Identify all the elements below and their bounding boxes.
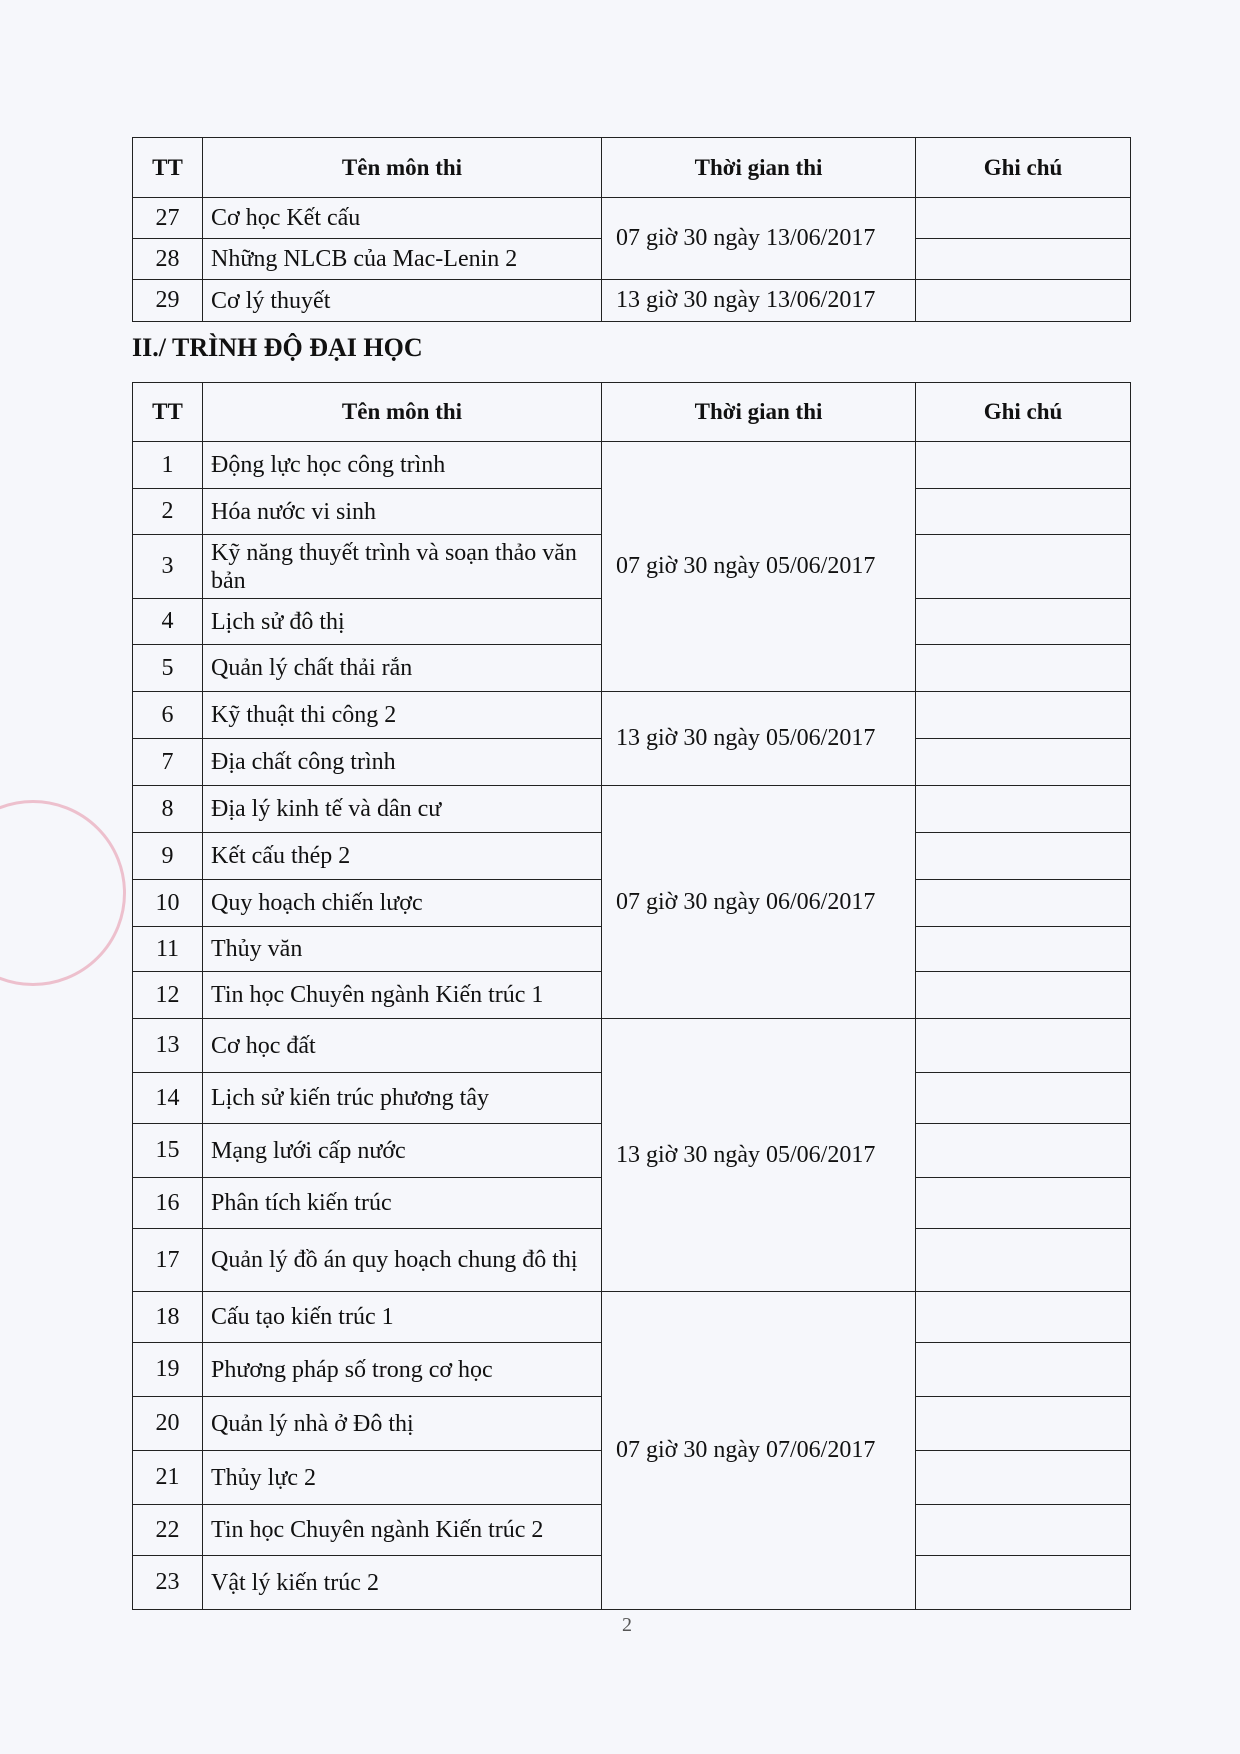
row-number: 21 xyxy=(133,1451,203,1505)
exam-schedule-table-college-continued xyxy=(132,137,1131,322)
subject-name: Kỹ thuật thi công 2 xyxy=(203,692,602,739)
note-cell xyxy=(916,833,1131,880)
table-row xyxy=(133,280,1131,322)
subject-name: Kết cấu thép 2 xyxy=(203,833,602,880)
row-number: 29 xyxy=(133,280,203,322)
exam-time: 13 giờ 30 ngày 05/06/2017 xyxy=(602,692,916,786)
row-number: 8 xyxy=(133,786,203,833)
table-header-row xyxy=(133,138,1131,198)
header-tt: TT xyxy=(133,138,203,198)
section-title-university: II./ TRÌNH ĐỘ ĐẠI HỌC xyxy=(132,333,423,362)
header-note: Ghi chú xyxy=(916,383,1131,442)
row-number: 11 xyxy=(133,927,203,972)
row-number: 16 xyxy=(133,1178,203,1229)
row-number: 7 xyxy=(133,739,203,786)
note-cell xyxy=(916,1124,1131,1178)
subject-name: Phân tích kiến trúc xyxy=(203,1178,602,1229)
row-number: 9 xyxy=(133,833,203,880)
subject-name: Phương pháp số trong cơ học xyxy=(203,1343,602,1397)
subject-name: Thủy văn xyxy=(203,927,602,972)
note-cell xyxy=(916,535,1131,599)
row-number: 14 xyxy=(133,1073,203,1124)
header-time: Thời gian thi xyxy=(602,138,916,198)
subject-name: Mạng lưới cấp nước xyxy=(203,1124,602,1178)
subject-name: Quản lý nhà ở Đô thị xyxy=(203,1397,602,1451)
subject-name: Địa lý kinh tế và dân cư xyxy=(203,786,602,833)
table-row xyxy=(133,198,1131,239)
row-number: 17 xyxy=(133,1229,203,1292)
exam-time: 07 giờ 30 ngày 05/06/2017 xyxy=(602,442,916,692)
row-number: 12 xyxy=(133,972,203,1019)
note-cell xyxy=(916,739,1131,786)
note-cell xyxy=(916,786,1131,833)
note-cell xyxy=(916,1178,1131,1229)
note-cell xyxy=(916,1019,1131,1073)
note-cell xyxy=(916,1343,1131,1397)
header-tt: TT xyxy=(133,383,203,442)
page-number: 2 xyxy=(622,1614,632,1636)
subject-name: Lịch sử kiến trúc phương tây xyxy=(203,1073,602,1124)
exam-time: 13 giờ 30 ngày 05/06/2017 xyxy=(602,1019,916,1292)
exam-time: 13 giờ 30 ngày 13/06/2017 xyxy=(602,280,916,322)
note-cell xyxy=(916,442,1131,489)
row-number: 4 xyxy=(133,599,203,645)
table-row xyxy=(133,1019,1131,1073)
note-cell xyxy=(916,489,1131,535)
exam-schedule-table-university xyxy=(132,382,1131,1610)
row-number: 1 xyxy=(133,442,203,489)
table-row xyxy=(133,786,1131,833)
note-cell xyxy=(916,1229,1131,1292)
note-cell xyxy=(916,1556,1131,1610)
row-number: 5 xyxy=(133,645,203,692)
subject-name: Kỹ năng thuyết trình và soạn thảo văn bản xyxy=(203,535,602,599)
note-cell xyxy=(916,1505,1131,1556)
note-cell xyxy=(916,198,1131,239)
header-subject: Tên môn thi xyxy=(203,138,602,198)
row-number: 28 xyxy=(133,239,203,280)
exam-time: 07 giờ 30 ngày 13/06/2017 xyxy=(602,198,916,280)
subject-name: Thủy lực 2 xyxy=(203,1451,602,1505)
subject-name: Cấu tạo kiến trúc 1 xyxy=(203,1292,602,1343)
row-number: 22 xyxy=(133,1505,203,1556)
row-number: 3 xyxy=(133,535,203,599)
note-cell xyxy=(916,645,1131,692)
note-cell xyxy=(916,239,1131,280)
subject-name: Cơ lý thuyết xyxy=(203,280,602,322)
note-cell xyxy=(916,1073,1131,1124)
subject-name: Hóa nước vi sinh xyxy=(203,489,602,535)
row-number: 18 xyxy=(133,1292,203,1343)
row-number: 23 xyxy=(133,1556,203,1610)
row-number: 13 xyxy=(133,1019,203,1073)
note-cell xyxy=(916,280,1131,322)
table-row xyxy=(133,1292,1131,1343)
row-number: 20 xyxy=(133,1397,203,1451)
row-number: 2 xyxy=(133,489,203,535)
subject-name: Những NLCB của Mac-Lenin 2 xyxy=(203,239,602,280)
row-number: 27 xyxy=(133,198,203,239)
subject-name: Cơ học đất xyxy=(203,1019,602,1073)
red-stamp-seal xyxy=(0,800,126,986)
note-cell xyxy=(916,880,1131,927)
subject-name: Quản lý chất thải rắn xyxy=(203,645,602,692)
subject-name: Tin học Chuyên ngành Kiến trúc 1 xyxy=(203,972,602,1019)
exam-time: 07 giờ 30 ngày 07/06/2017 xyxy=(602,1292,916,1610)
subject-name: Vật lý kiến trúc 2 xyxy=(203,1556,602,1610)
table-row xyxy=(133,442,1131,489)
note-cell xyxy=(916,972,1131,1019)
subject-name: Tin học Chuyên ngành Kiến trúc 2 xyxy=(203,1505,602,1556)
subject-name: Địa chất công trình xyxy=(203,739,602,786)
subject-name: Lịch sử đô thị xyxy=(203,599,602,645)
header-subject: Tên môn thi xyxy=(203,383,602,442)
note-cell xyxy=(916,1451,1131,1505)
note-cell xyxy=(916,1292,1131,1343)
row-number: 10 xyxy=(133,880,203,927)
header-note: Ghi chú xyxy=(916,138,1131,198)
row-number: 15 xyxy=(133,1124,203,1178)
header-time: Thời gian thi xyxy=(602,383,916,442)
table-row xyxy=(133,692,1131,739)
row-number: 19 xyxy=(133,1343,203,1397)
subject-name: Động lực học công trình xyxy=(203,442,602,489)
row-number: 6 xyxy=(133,692,203,739)
note-cell xyxy=(916,1397,1131,1451)
note-cell xyxy=(916,599,1131,645)
subject-name: Cơ học Kết cấu xyxy=(203,198,602,239)
note-cell xyxy=(916,927,1131,972)
table-header-row xyxy=(133,383,1131,442)
subject-name: Quy hoạch chiến lược xyxy=(203,880,602,927)
subject-name: Quản lý đồ án quy hoạch chung đô thị xyxy=(203,1229,602,1292)
note-cell xyxy=(916,692,1131,739)
exam-time: 07 giờ 30 ngày 06/06/2017 xyxy=(602,786,916,1019)
